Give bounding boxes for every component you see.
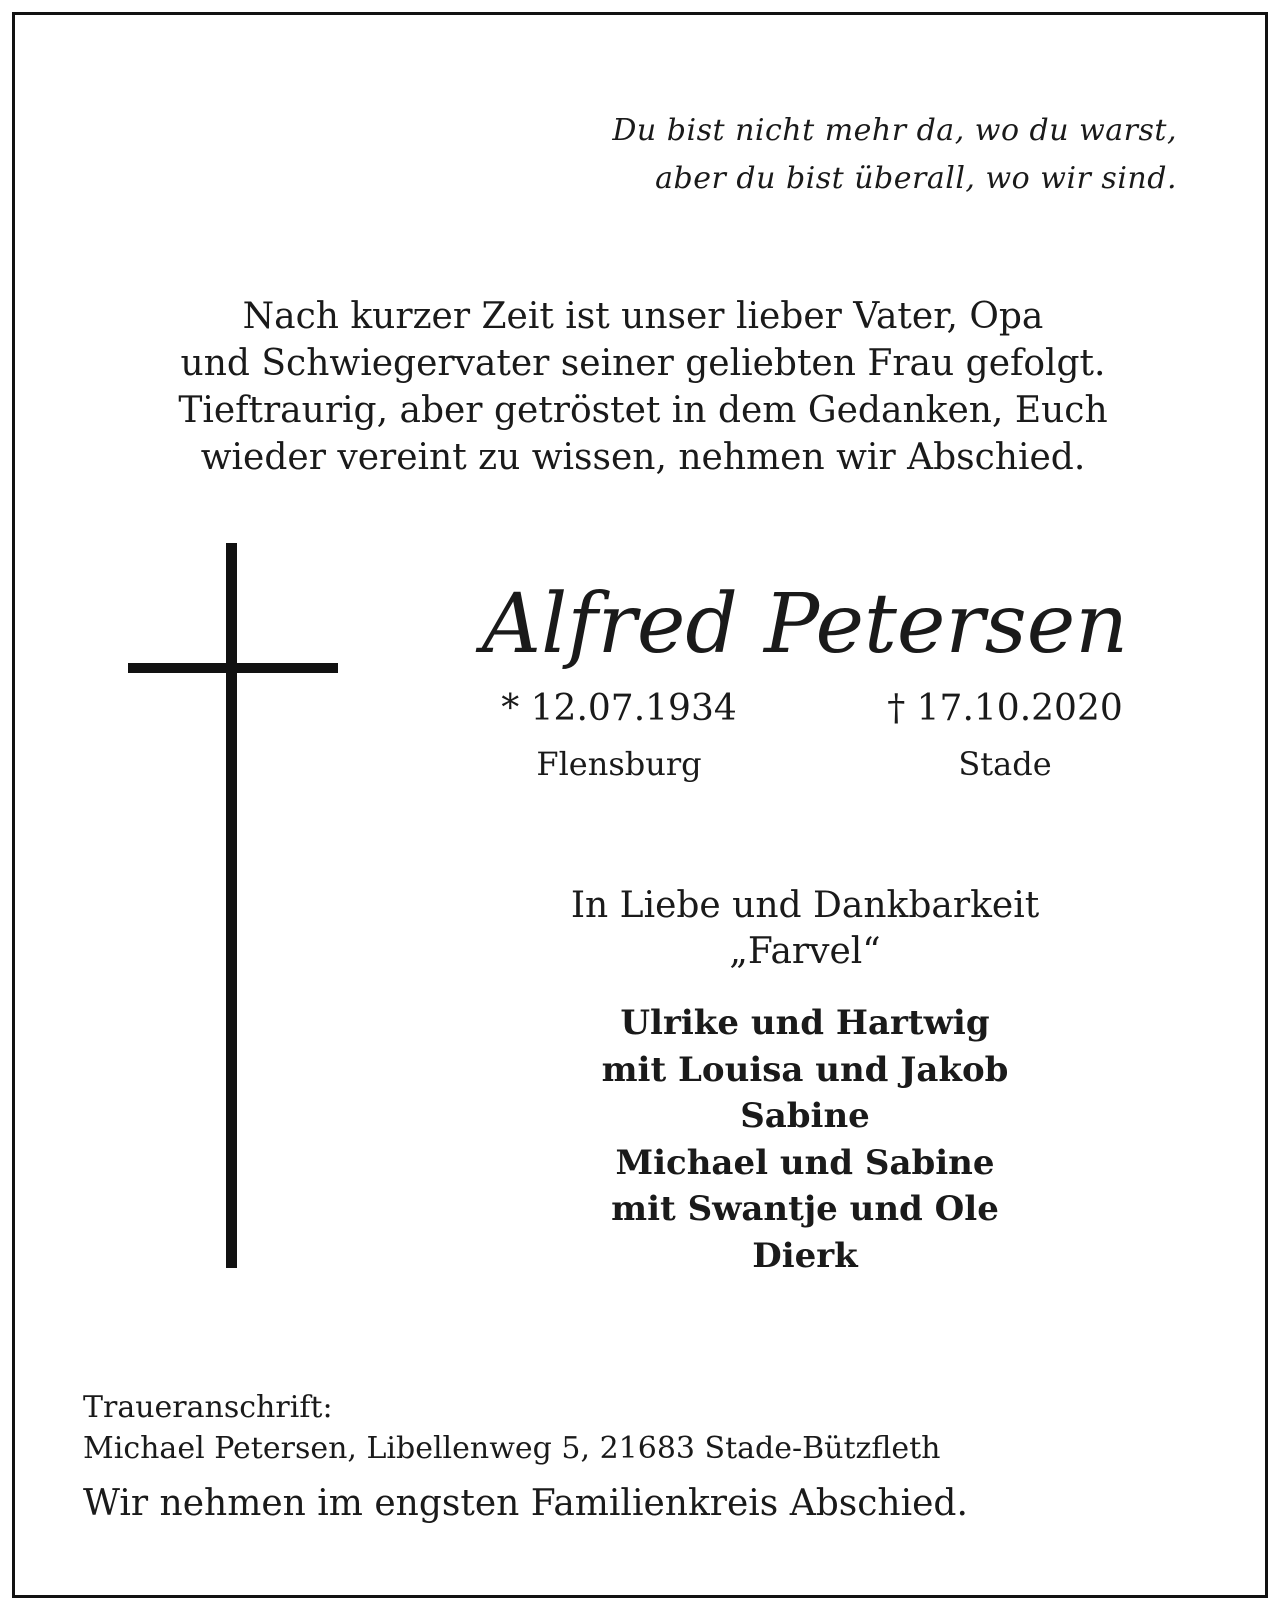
intro-text	[15, 293, 1271, 481]
intro-line: und Schwiegervater seiner geliebten Frau gefolgt.	[180, 343, 1106, 384]
closing-note: Wir nehmen im engsten Familienkreis Abschied.	[83, 1483, 968, 1524]
deceased-name: Alfred Petersen	[481, 577, 1129, 672]
intro-line: Tieftraurig, aber getröstet in dem Gedanken, Euch	[178, 390, 1108, 431]
family-line: mit Louisa und Jakob	[601, 1049, 1009, 1090]
family-line: Dierk	[752, 1235, 858, 1276]
quote-line: aber du bist überall, wo wir sind.	[655, 161, 1177, 196]
address-value: Michael Petersen, Libellenweg 5, 21683 Stade-Bützfleth	[83, 1431, 941, 1466]
family-signatures	[415, 1000, 1195, 1279]
family-line: Michael und Sabine	[615, 1142, 995, 1183]
intro-line: Nach kurzer Zeit ist unser lieber Vater, Opa	[242, 296, 1044, 337]
address-label: Traueranschrift:	[83, 1390, 333, 1425]
birth-date: * 12.07.1934	[501, 688, 737, 729]
obituary-notice	[12, 12, 1268, 1598]
family-line: Ulrike und Hartwig	[620, 1003, 990, 1043]
mourning-address	[83, 1387, 941, 1469]
birth-place: Flensburg	[536, 745, 702, 783]
intro-line: wieder vereint zu wissen, nehmen wir Abschied.	[200, 437, 1086, 478]
dedication	[415, 883, 1195, 975]
memorial-quote	[612, 107, 1177, 203]
quote-line: Du bist nicht mehr da, wo du warst,	[612, 113, 1177, 148]
dedication-line: In Liebe und Dankbarkeit	[570, 885, 1040, 926]
family-line: mit Swantje und Ole	[611, 1189, 999, 1229]
family-line: Sabine	[740, 1096, 870, 1136]
death-place: Stade	[958, 745, 1052, 783]
death-date: † 17.10.2020	[887, 688, 1123, 729]
cross-icon	[15, 15, 1271, 1601]
dedication-line: „Farvel“	[729, 931, 881, 972]
